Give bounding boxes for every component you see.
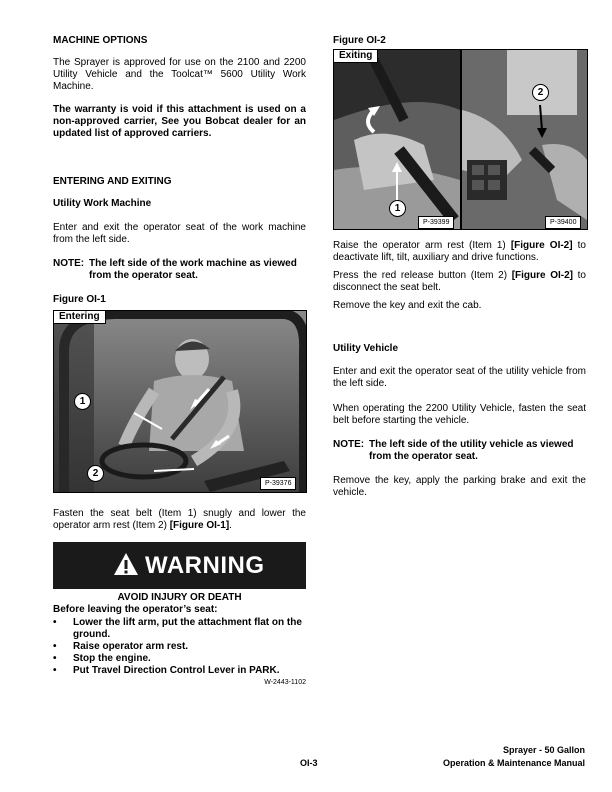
photo-id-right: P-39400: [545, 216, 581, 229]
callout-2: 2: [532, 84, 549, 101]
warranty-text: The warranty is void if this attachment is used on a non-approved carrier, See you Bobcat dealer for an updated list of approved carriers.: [53, 104, 306, 139]
note-label: NOTE:: [53, 258, 85, 269]
footer-product: Sprayer - 50 Gallon: [502, 745, 585, 755]
machine-options-text: The Sprayer is approved for use on the 2100 and 2200 Utility Vehicle and the Toolcat™ 5600 Utility Work Machine.: [53, 57, 306, 92]
warning-item-text: Put Travel Direction Control Lever in PARK.: [73, 665, 280, 676]
figure-oi-1-photo: [53, 310, 307, 493]
callout-1: 1: [389, 200, 406, 217]
warning-item: [53, 617, 306, 641]
bullet-dot: •: [53, 653, 57, 664]
figure-oi-1-tag: Entering: [53, 310, 106, 324]
bullet-dot: •: [53, 617, 57, 628]
uv-2200-text: When operating the 2200 Utility Vehicle, fasten the seat belt before starting the vehicle.: [333, 403, 586, 426]
callout-2: 2: [87, 465, 104, 482]
press-figure-ref: [Figure OI-2]: [511, 270, 573, 281]
note-label: NOTE:: [333, 439, 365, 450]
footer-manual: Operation & Maintenance Manual: [442, 758, 585, 768]
figure-oi-2-photo-right: [461, 49, 588, 230]
photo-id-left: P-39399: [418, 216, 454, 229]
fasten-text: [53, 508, 306, 532]
figure-oi-2-photo-left: [333, 49, 461, 230]
uwm-enter-text: Enter and exit the operator seat of the work machine from the left side.: [53, 222, 306, 245]
raise-text: [333, 240, 586, 264]
press-text-a: Press the red release button (Item 2): [333, 270, 512, 281]
warning-list: [53, 617, 306, 677]
page-number: OI-3: [300, 758, 318, 768]
raise-text-b: to deactivate lift, tilt, auxiliary and drive functions.: [333, 240, 586, 263]
figure-oi-1-label: Figure OI-1: [53, 294, 106, 305]
uwm-note: [53, 258, 306, 282]
warning-item-text: Stop the engine.: [73, 653, 151, 664]
figure-oi-2-tag: Exiting: [333, 49, 378, 63]
bullet-dot: •: [53, 665, 57, 676]
remove-key-text: Remove the key and exit the cab.: [333, 300, 482, 311]
figure-oi-2-label: Figure OI-2: [333, 35, 386, 46]
warning-item: [53, 665, 306, 677]
press-text-b: to disconnect the seat belt.: [333, 270, 586, 293]
press-text: [333, 270, 586, 294]
uv-enter-text: Enter and exit the operator seat of the utility vehicle from the left side.: [333, 366, 586, 389]
fasten-figure-ref: [Figure OI-1]: [169, 520, 230, 531]
note-line-2: from the operator seat.: [89, 270, 198, 281]
note-line-1: The left side of the utility vehicle as viewed: [369, 439, 574, 450]
utility-vehicle-heading: Utility Vehicle: [333, 343, 399, 354]
warning-code: W-2443-1102: [264, 679, 306, 686]
figure-oi-1-photo-id: P-39376: [260, 477, 296, 490]
remove-brake-text: Remove the key, apply the parking brake and exit the vehicle.: [333, 475, 586, 498]
warning-item-text: Lower the lift arm, put the attachment flat on the ground.: [73, 617, 302, 640]
machine-options-heading: MACHINE OPTIONS: [53, 35, 148, 46]
warning-subtitle: AVOID INJURY OR DEATH: [117, 592, 242, 603]
warning-item: [53, 641, 306, 653]
warning-triangle-icon: [113, 552, 139, 576]
warning-lead: Before leaving the operator’s seat:: [53, 604, 218, 615]
warning-item: [53, 653, 306, 665]
note-line-2: from the operator seat.: [369, 451, 478, 462]
callout-1: 1: [74, 393, 91, 410]
raise-figure-ref: [Figure OI-2]: [510, 240, 573, 251]
warning-item-text: Raise operator arm rest.: [73, 641, 189, 652]
exiting-photo-right-illustration: [462, 50, 587, 229]
entering-exiting-heading: ENTERING AND EXITING: [53, 176, 172, 187]
raise-text-a: Raise the operator arm rest (Item 1): [333, 240, 511, 251]
utility-work-machine-heading: Utility Work Machine: [53, 198, 152, 209]
fasten-text-b: .: [229, 520, 232, 531]
uv-note: [333, 439, 586, 463]
note-line-1: The left side of the work machine as viewed: [89, 258, 297, 269]
warning-banner: [53, 542, 306, 589]
fasten-text-a: Fasten the seat belt (Item 1) snugly and lower the operator arm rest (Item 2): [53, 508, 306, 531]
warning-title: WARNING: [145, 552, 265, 579]
bullet-dot: •: [53, 641, 57, 652]
